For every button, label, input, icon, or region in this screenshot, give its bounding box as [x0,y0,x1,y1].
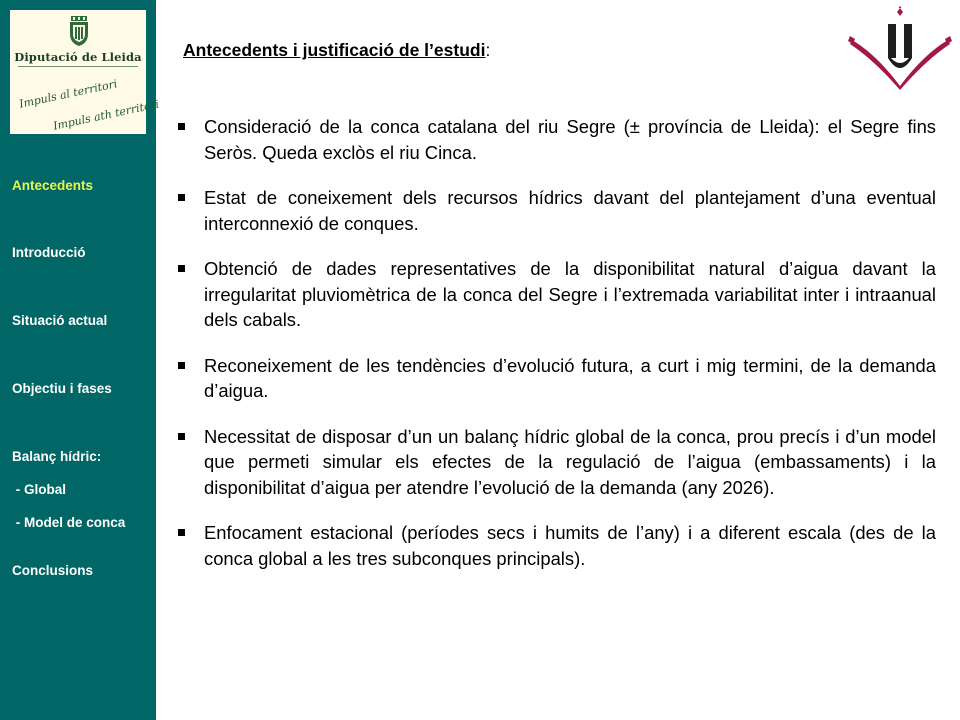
bullet-item [176,424,936,501]
bullet-square-icon [178,362,185,369]
slide-title-text: Antecedents i justificació de l’estudi [183,40,486,60]
bullet-text: Reconeixement de les tendències d’evolució futura, a curt i mig termini, de la demanda d’aigua. [204,354,936,401]
bullet-text: Enfocament estacional (períodes secs i humits de l’any) i a diferent escala (des de la conca global a les tres subconques principals). [204,522,936,569]
nav-global[interactable]: - Global [12,482,66,497]
bullet-item [176,520,936,571]
slide-title [183,40,490,61]
bullet-square-icon [178,433,185,440]
nav-model-conca[interactable]: - Model de conca [12,515,126,530]
bullet-item [176,353,936,404]
coat-of-arms-icon [68,16,90,46]
nav-antecedents[interactable]: Antecedents [12,178,94,193]
bullet-square-icon [178,265,185,272]
bullet-square-icon [178,194,185,201]
nav-situacio-actual[interactable]: Situació actual [12,313,108,328]
bullet-list [176,114,936,591]
nav-balanc-hidric[interactable]: Balanç hídric: [12,449,102,464]
logo-name: Diputació de Lleida [14,50,142,64]
bullet-text: Necessitat de disposar d’un un balanç hídric global de la conca, prou precís i d’un model que permeti simular els efectes de la regulació de l’aigua (embassaments) i la disponibilitat d’aigua per atendre l’evolució de la demanda (any 2026). [204,425,936,498]
nav-objectiu-fases[interactable]: Objectiu i fases [12,381,112,396]
bullet-item [176,256,936,333]
slide-title-colon: : [485,40,491,60]
bullet-text: Obtenció de dades representatives de la disponibilitat natural d’aigua davant la irregularitat pluviomètrica de la conca del Segre i l’extremada variabilitat inter i intraanual dels cabals. [204,258,936,330]
bullet-text: Estat de coneixement dels recursos hídrics davant del plantejament d’una eventual interconnexió de conques. [204,187,936,234]
bullet-square-icon [178,123,185,130]
bullet-text: Consideració de la conca catalana del riu Segre (± província de Lleida): el Segre fins Seròs. Queda exclòs el riu Cinca. [204,116,936,163]
diputacio-logo [10,10,161,134]
sidebar [0,0,161,720]
logo-slogan-1: Impuls al territori [18,77,119,111]
bullet-square-icon [178,529,185,536]
nav-introduccio[interactable]: Introducció [12,245,86,260]
logo-divider [18,66,138,67]
bullet-item [176,114,936,165]
nav-conclusions[interactable]: Conclusions [12,563,94,578]
bullet-item [176,185,936,236]
udl-logo-icon [846,6,954,90]
logo-slogan-2: Impuls ath territori [52,97,161,133]
